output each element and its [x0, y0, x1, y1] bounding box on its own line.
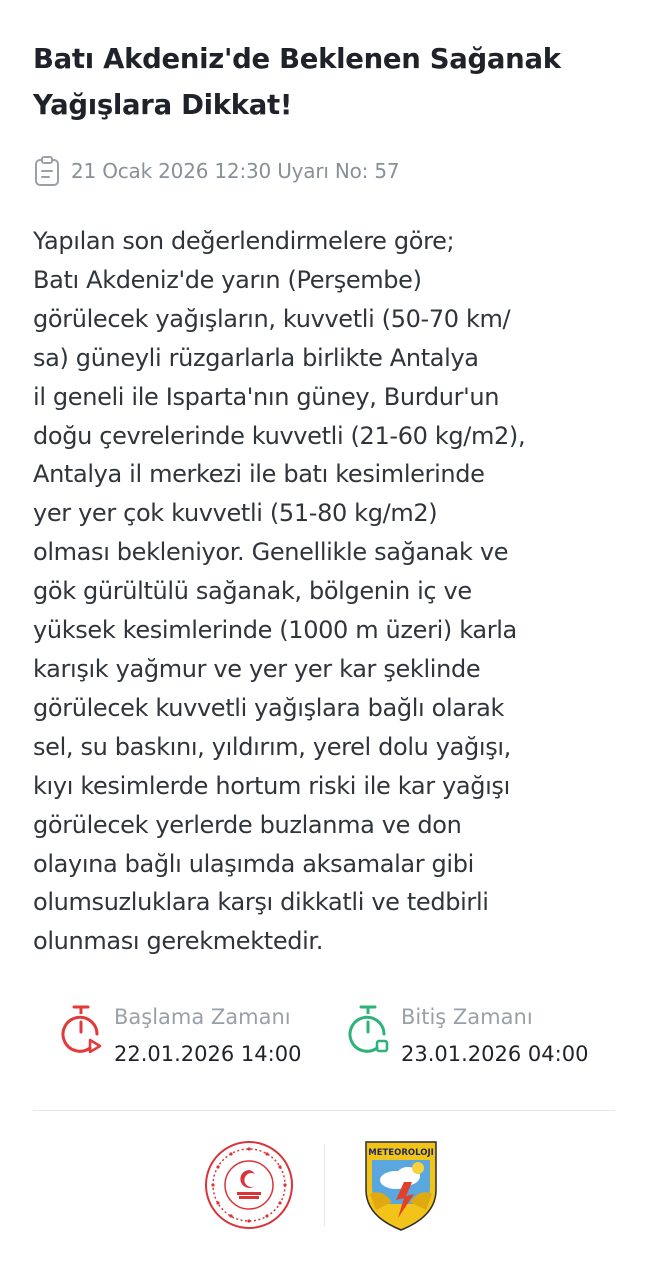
article-body-line: doğu çevrelerinde kuvvetli (21-60 kg/m2), [33, 421, 526, 450]
stopwatch-stop-icon [347, 1004, 389, 1056]
article-body-line: sa) güneyli rüzgarlarla birlikte Antalya [33, 343, 479, 372]
article-body-line: yer yer çok kuvvetli (51-80 kg/m2) [33, 499, 438, 528]
article-body-line: görülecek yerlerde buzlanma ve don [33, 810, 462, 839]
time-range [60, 1000, 620, 1080]
end-time-value: 23.01.2026 04:00 [401, 1042, 589, 1066]
article-body-line: yüksek kesimlerinde (1000 m üzeri) karla [33, 616, 517, 645]
article-body-line: karışık yağmur ve yer yer kar şeklinde [33, 654, 481, 683]
article-meta [33, 153, 399, 189]
article-body-line: gök gürültülü sağanak, bölgenin iç ve [33, 577, 472, 606]
ministry-seal-logo [204, 1140, 294, 1230]
article-body-line: olması bekleniyor. Genellikle sağanak ve [33, 538, 509, 567]
article-body-line: Batı Akdeniz'de yarın (Perşembe) [33, 265, 422, 294]
clipboard-icon [33, 155, 61, 187]
article-body-line: il geneli ile Isparta'nın güney, Burdur'un [33, 382, 500, 411]
article-body [33, 222, 623, 961]
start-time-label: Başlama Zamanı [114, 1005, 291, 1029]
article-body-line: kıyı kesimlerde hortum riski ile kar yağışı [33, 771, 510, 800]
article-title: Batı Akdeniz'de Beklenen Sağanak Yağışlara Dikkat! [33, 43, 561, 121]
meteoroloji-logo-text: METEOROLOJI [368, 1148, 434, 1158]
start-time-value: 22.01.2026 14:00 [114, 1042, 302, 1066]
article-date-warning: 21 Ocak 2026 12:30 Uyarı No: 57 [71, 159, 400, 183]
article-body-line: görülecek yağışların, kuvvetli (50-70 km/ [33, 304, 511, 333]
logo-divider [324, 1144, 325, 1226]
end-time-label: Bitiş Zamanı [401, 1005, 533, 1029]
article-body-line: olayına bağlı ulaşımda aksamalar gibi [33, 849, 474, 878]
article-body-line: olumsuzluklara karşı dikkatli ve tedbirli [33, 888, 489, 917]
end-time-block [347, 1000, 588, 1074]
article-body-line: Yapılan son değerlendirmelere göre; [33, 227, 455, 255]
stopwatch-play-icon [60, 1004, 102, 1056]
article-body-line: sel, su baskını, yıldırım, yerel dolu yağışı, [33, 732, 511, 761]
article-body-line: görülecek kuvvetli yağışlara bağlı olarak [33, 693, 505, 722]
meteoroloji-shield-logo [362, 1138, 440, 1232]
article-body-line: Antalya il merkezi ile batı kesimlerinde [33, 460, 485, 489]
footer-divider [33, 1110, 615, 1111]
start-time-block [60, 1000, 301, 1074]
article-body-line: olunması gerekmektedir. [33, 927, 324, 956]
